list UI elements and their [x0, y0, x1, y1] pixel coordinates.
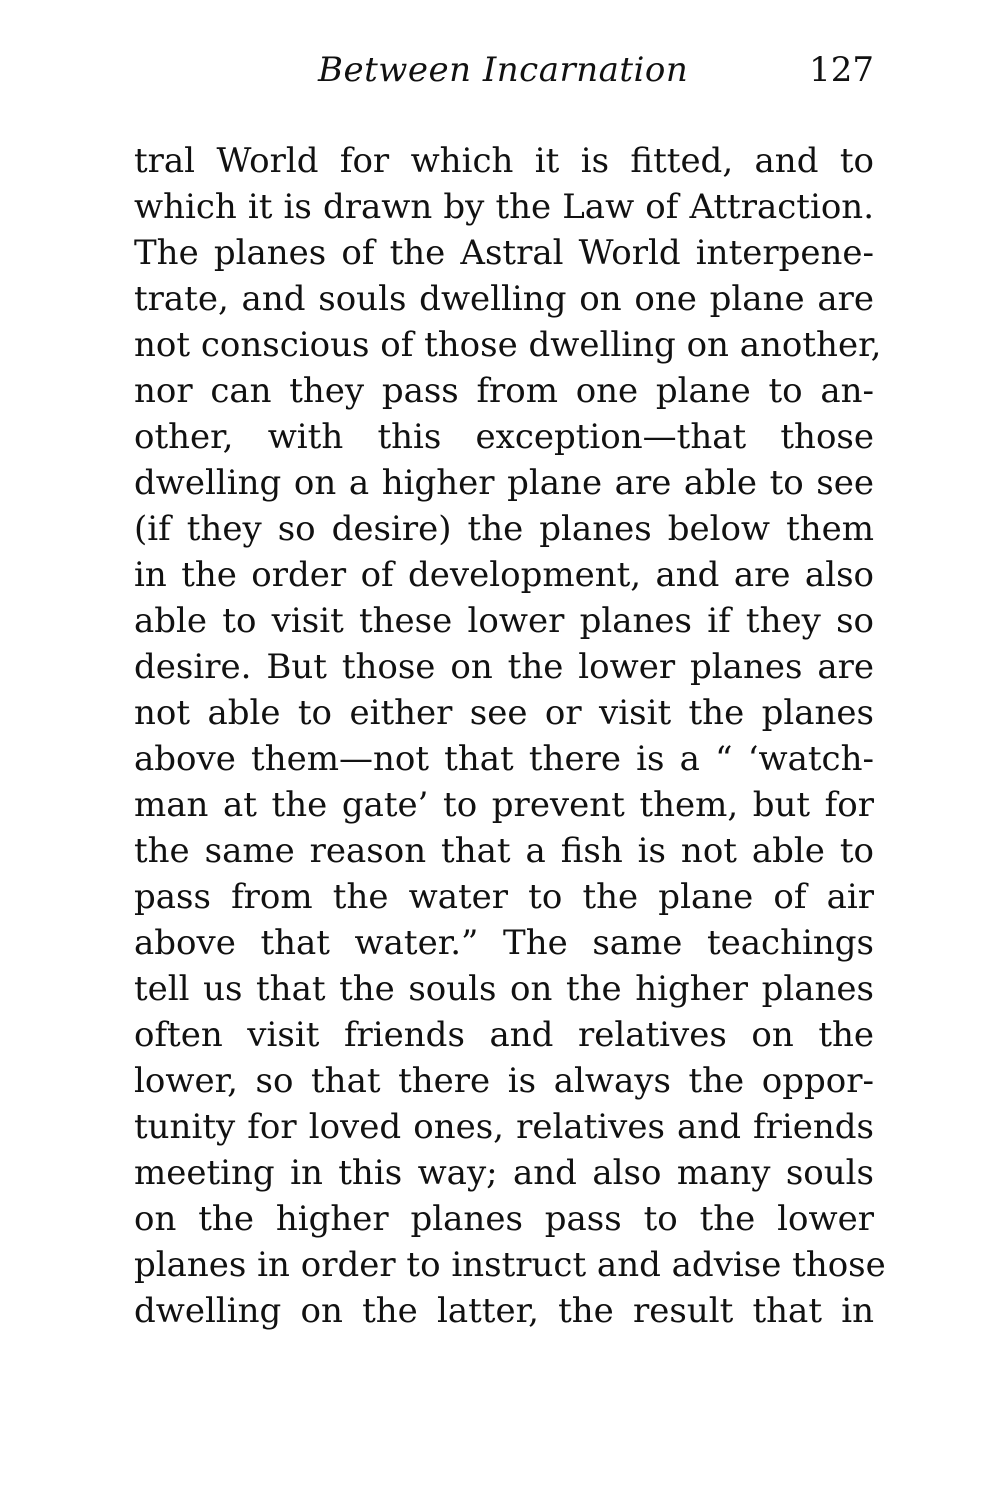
running-title: Between Incarnation — [318, 50, 689, 90]
text-line: dwelling on a higher plane are able to see — [134, 463, 874, 503]
text-line: man at the gate’ to prevent them, but for — [134, 785, 874, 825]
text-line: tell us that the souls on the higher planes — [134, 969, 874, 1009]
text-line: pass from the water to the plane of air — [134, 877, 874, 917]
text-line: planes in order to instruct and advise those — [134, 1245, 886, 1285]
text-line: lower, so that there is always the oppor- — [134, 1061, 874, 1101]
text-line: which it is drawn by the Law of Attraction. — [134, 187, 874, 227]
text-line: above them—not that there is a “ ‘watch- — [134, 739, 874, 779]
text-line: in the order of development, and are also — [134, 555, 874, 595]
text-line: the same reason that a fish is not able to — [134, 831, 874, 871]
text-line: on the higher planes pass to the lower — [134, 1199, 874, 1239]
text-line: not conscious of those dwelling on another, — [134, 325, 882, 365]
text-line: above that water.” The same teachings — [134, 923, 874, 963]
text-line: trate, and souls dwelling on one plane are — [134, 279, 874, 319]
text-line: often visit friends and relatives on the — [134, 1015, 874, 1055]
body-text — [134, 138, 886, 1334]
page-header — [134, 48, 874, 96]
text-line: not able to either see or visit the planes — [134, 693, 874, 733]
text-line: (if they so desire) the planes below them — [134, 509, 874, 549]
text-line: nor can they pass from one plane to an- — [134, 371, 874, 411]
text-line: tral World for which it is fitted, and to — [134, 141, 874, 181]
text-line: meeting in this way; and also many souls — [134, 1153, 874, 1193]
text-line: dwelling on the latter, the result that in — [134, 1291, 874, 1331]
text-line: The planes of the Astral World interpene- — [134, 233, 874, 273]
text-line: desire. But those on the lower planes are — [134, 647, 874, 687]
text-line: tunity for loved ones, relatives and friends — [134, 1107, 874, 1147]
text-line: able to visit these lower planes if they so — [134, 601, 874, 641]
page-number: 127 — [809, 50, 874, 90]
text-line: other, with this exception—that those — [134, 417, 874, 457]
